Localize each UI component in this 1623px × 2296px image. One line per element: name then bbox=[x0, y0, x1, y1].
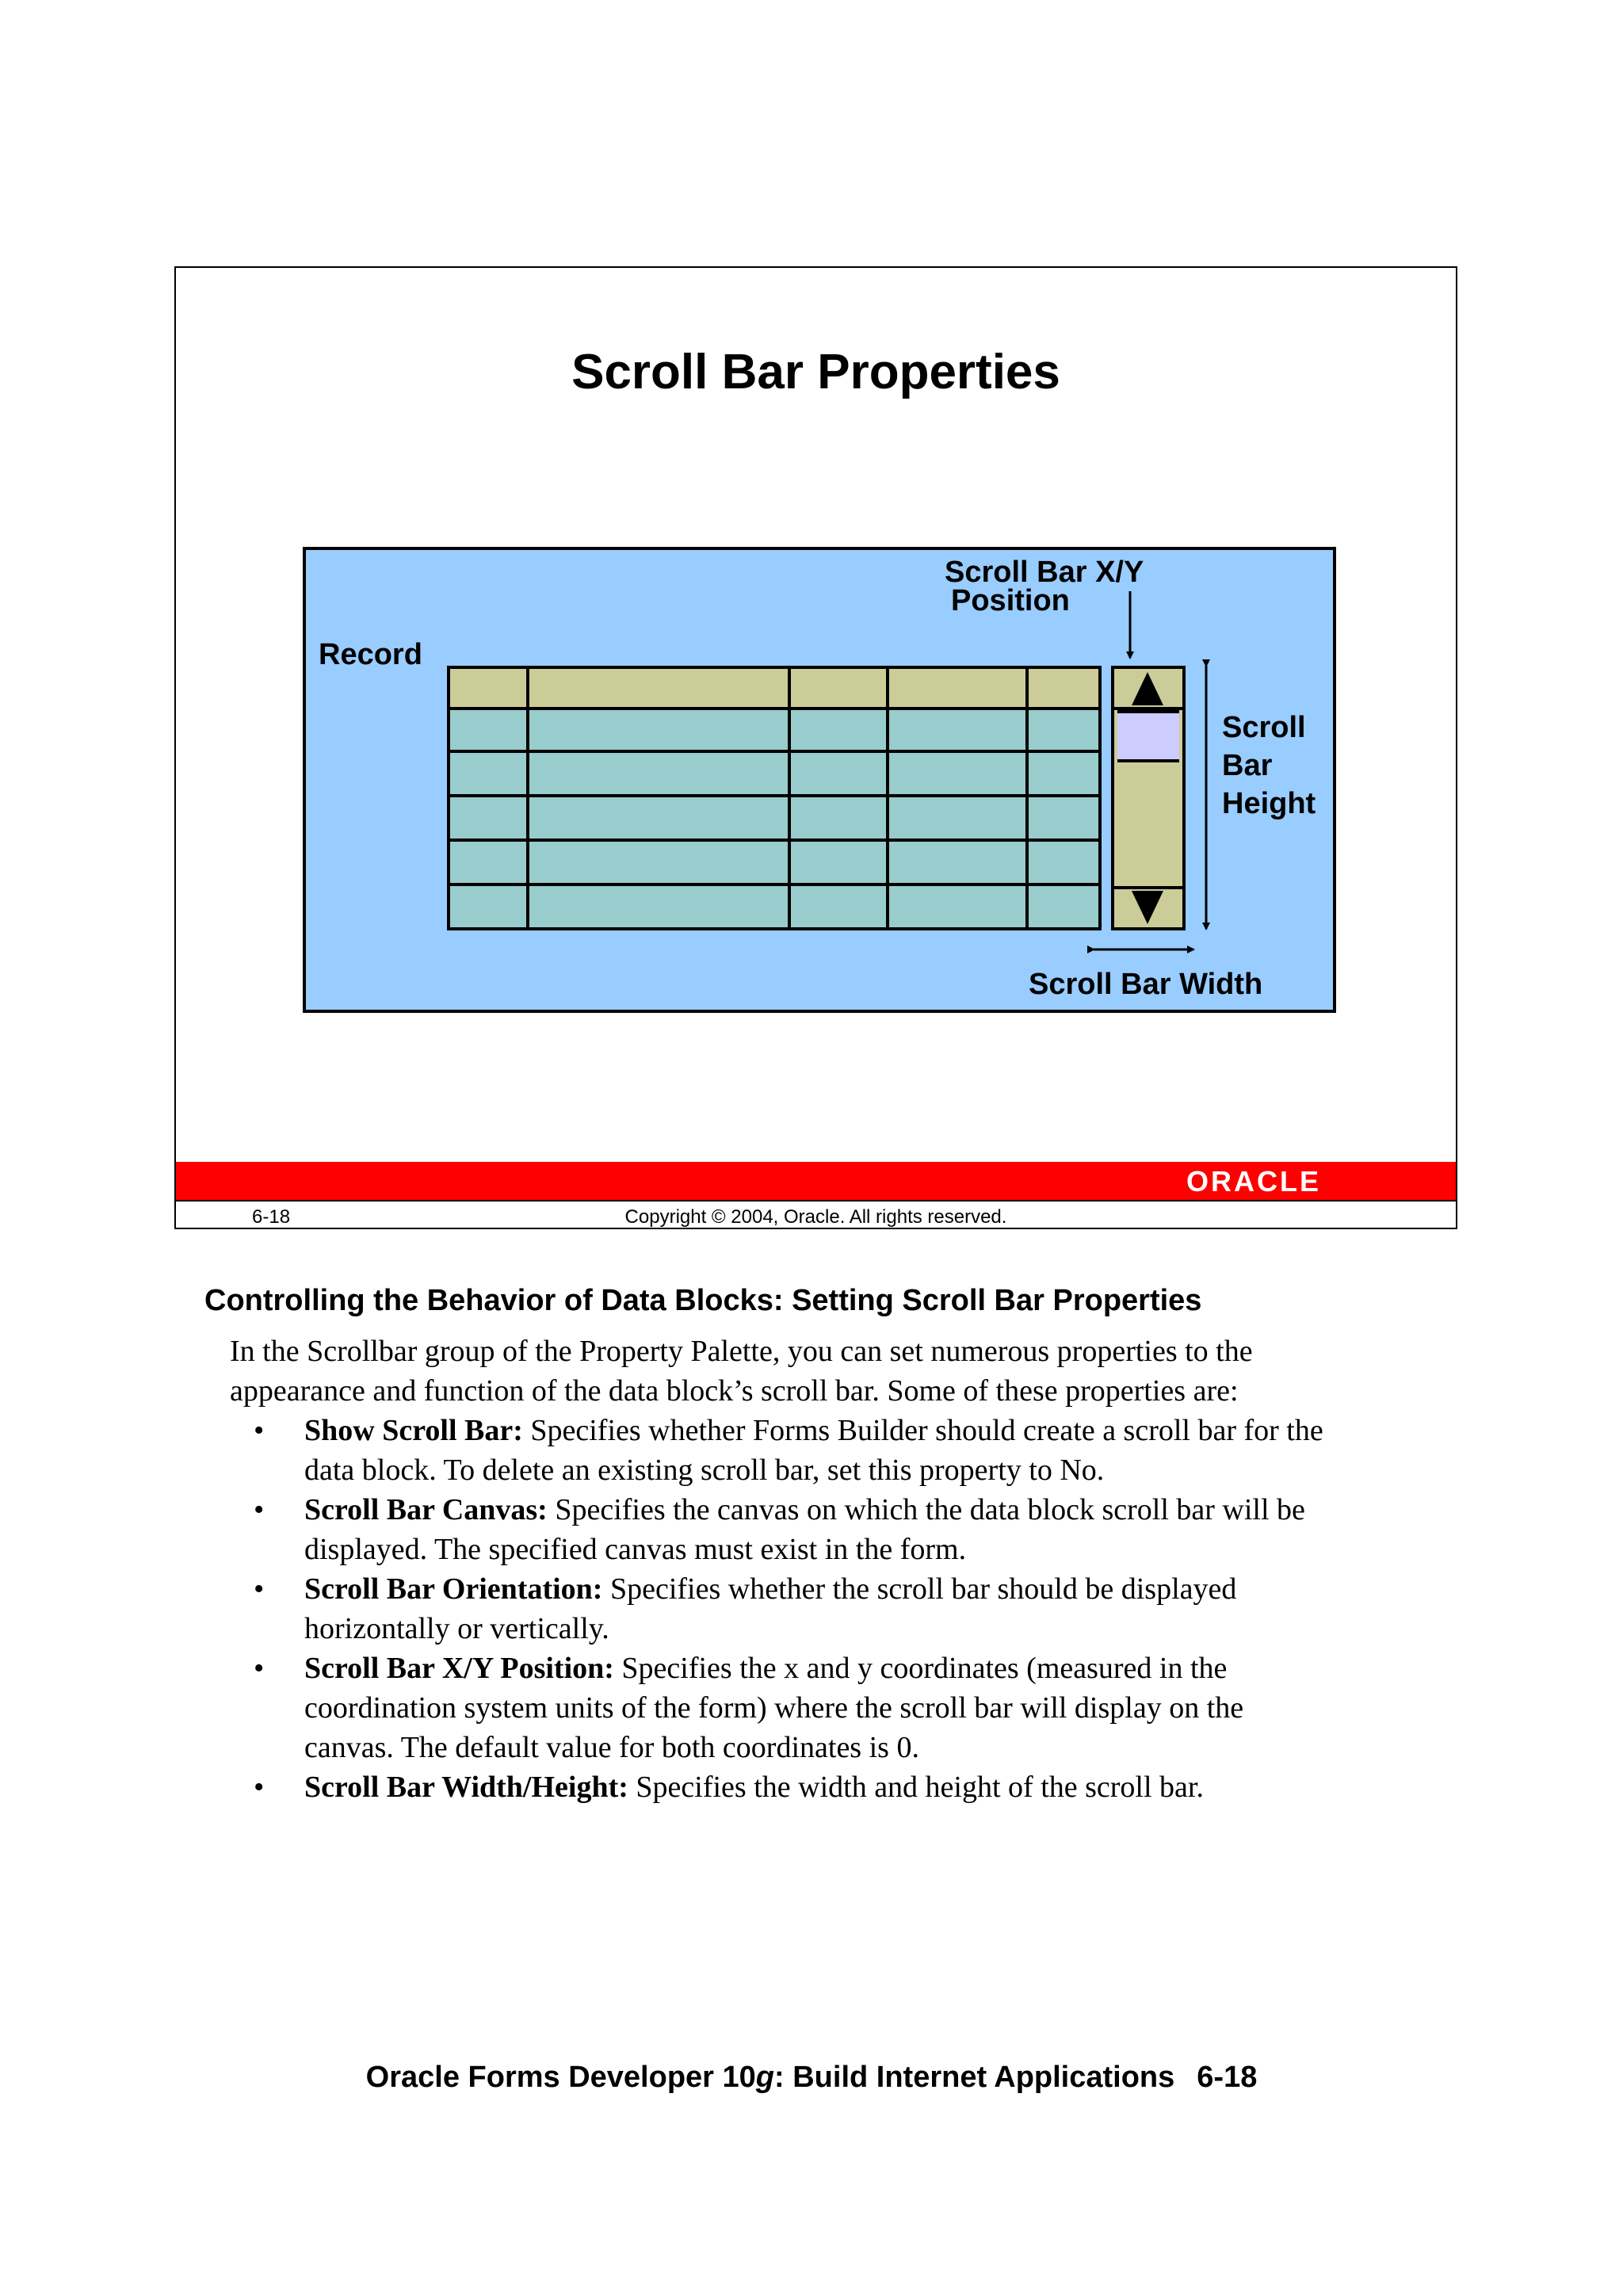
bullet-icon: • bbox=[254, 1771, 265, 1804]
page-number: 6-18 bbox=[1197, 2061, 1258, 2094]
course-title bbox=[366, 2061, 1175, 2094]
property-term: Scroll Bar X/Y Position: bbox=[304, 1652, 614, 1685]
record-label: Record bbox=[319, 638, 422, 671]
width-label: Scroll Bar Width bbox=[1029, 968, 1263, 1001]
dimension-arrows bbox=[306, 550, 1333, 1010]
property-desc: Specifies whether the scroll bar should be displayed bbox=[602, 1572, 1237, 1606]
property-desc: Specifies the canvas on which the data block scroll bar will be bbox=[547, 1493, 1305, 1526]
intro-paragraph bbox=[230, 1331, 1498, 1411]
list-item bbox=[230, 1411, 1498, 1490]
property-desc: canvas. The default value for both coordinates is 0. bbox=[304, 1731, 919, 1764]
property-desc: data block. To delete an existing scroll bar, set this property to No. bbox=[304, 1454, 1105, 1487]
property-list bbox=[230, 1411, 1498, 1807]
xy-position-label-line1: Scroll Bar X/Y bbox=[945, 556, 1144, 589]
course-title-suffix: : Build Internet Applications bbox=[774, 2061, 1175, 2094]
bullet-icon: • bbox=[254, 1493, 265, 1526]
property-term: Scroll Bar Orientation: bbox=[304, 1572, 603, 1606]
property-term: Scroll Bar Canvas: bbox=[304, 1493, 548, 1526]
slide-footer-divider bbox=[176, 1200, 1456, 1201]
list-item bbox=[230, 1490, 1498, 1569]
oracle-logo: ORACLE bbox=[1186, 1165, 1321, 1198]
xy-position-label-line2: Position bbox=[951, 584, 1070, 617]
height-label-line3: Height bbox=[1222, 787, 1316, 820]
height-label-line1: Scroll bbox=[1222, 711, 1306, 744]
property-desc: Specifies the x and y coordinates (measured in the bbox=[613, 1652, 1228, 1685]
bullet-icon: • bbox=[254, 1652, 265, 1685]
slide-frame bbox=[174, 266, 1457, 1229]
slide-number: 6-18 bbox=[252, 1206, 291, 1228]
intro-line: appearance and function of the data block’s scroll bar. Some of these properties are: bbox=[230, 1374, 1239, 1408]
notes-heading: Controlling the Behavior of Data Blocks: Setting Scroll Bar Properties bbox=[204, 1284, 1202, 1317]
scroll-bar-diagram bbox=[303, 547, 1336, 1013]
property-desc: coordination system units of the form) where the scroll bar will display on the bbox=[304, 1691, 1244, 1725]
property-desc: horizontally or vertically. bbox=[304, 1612, 609, 1645]
property-desc: displayed. The specified canvas must exist in the form. bbox=[304, 1533, 967, 1566]
property-term: Show Scroll Bar: bbox=[304, 1414, 523, 1447]
list-item bbox=[230, 1569, 1498, 1648]
intro-line: In the Scrollbar group of the Property Palette, you can set numerous properties to the bbox=[230, 1335, 1253, 1368]
course-title-prefix: Oracle Forms Developer 10 bbox=[365, 2061, 756, 2094]
page-footer bbox=[0, 2061, 1623, 2095]
bullet-icon: • bbox=[254, 1572, 265, 1606]
height-label-line2: Bar bbox=[1222, 749, 1273, 782]
property-desc: Specifies whether Forms Builder should create a scroll bar for the bbox=[522, 1414, 1323, 1447]
course-title-g: g bbox=[755, 2061, 775, 2094]
list-item bbox=[230, 1648, 1498, 1767]
bullet-icon: • bbox=[254, 1414, 265, 1447]
slide-title: Scroll Bar Properties bbox=[571, 345, 1060, 399]
list-item bbox=[230, 1767, 1498, 1807]
property-term: Scroll Bar Width/Height: bbox=[304, 1771, 628, 1804]
copyright-text: Copyright © 2004, Oracle. All rights reserved. bbox=[624, 1206, 1007, 1228]
property-desc: Specifies the width and height of the scroll bar. bbox=[628, 1771, 1204, 1804]
